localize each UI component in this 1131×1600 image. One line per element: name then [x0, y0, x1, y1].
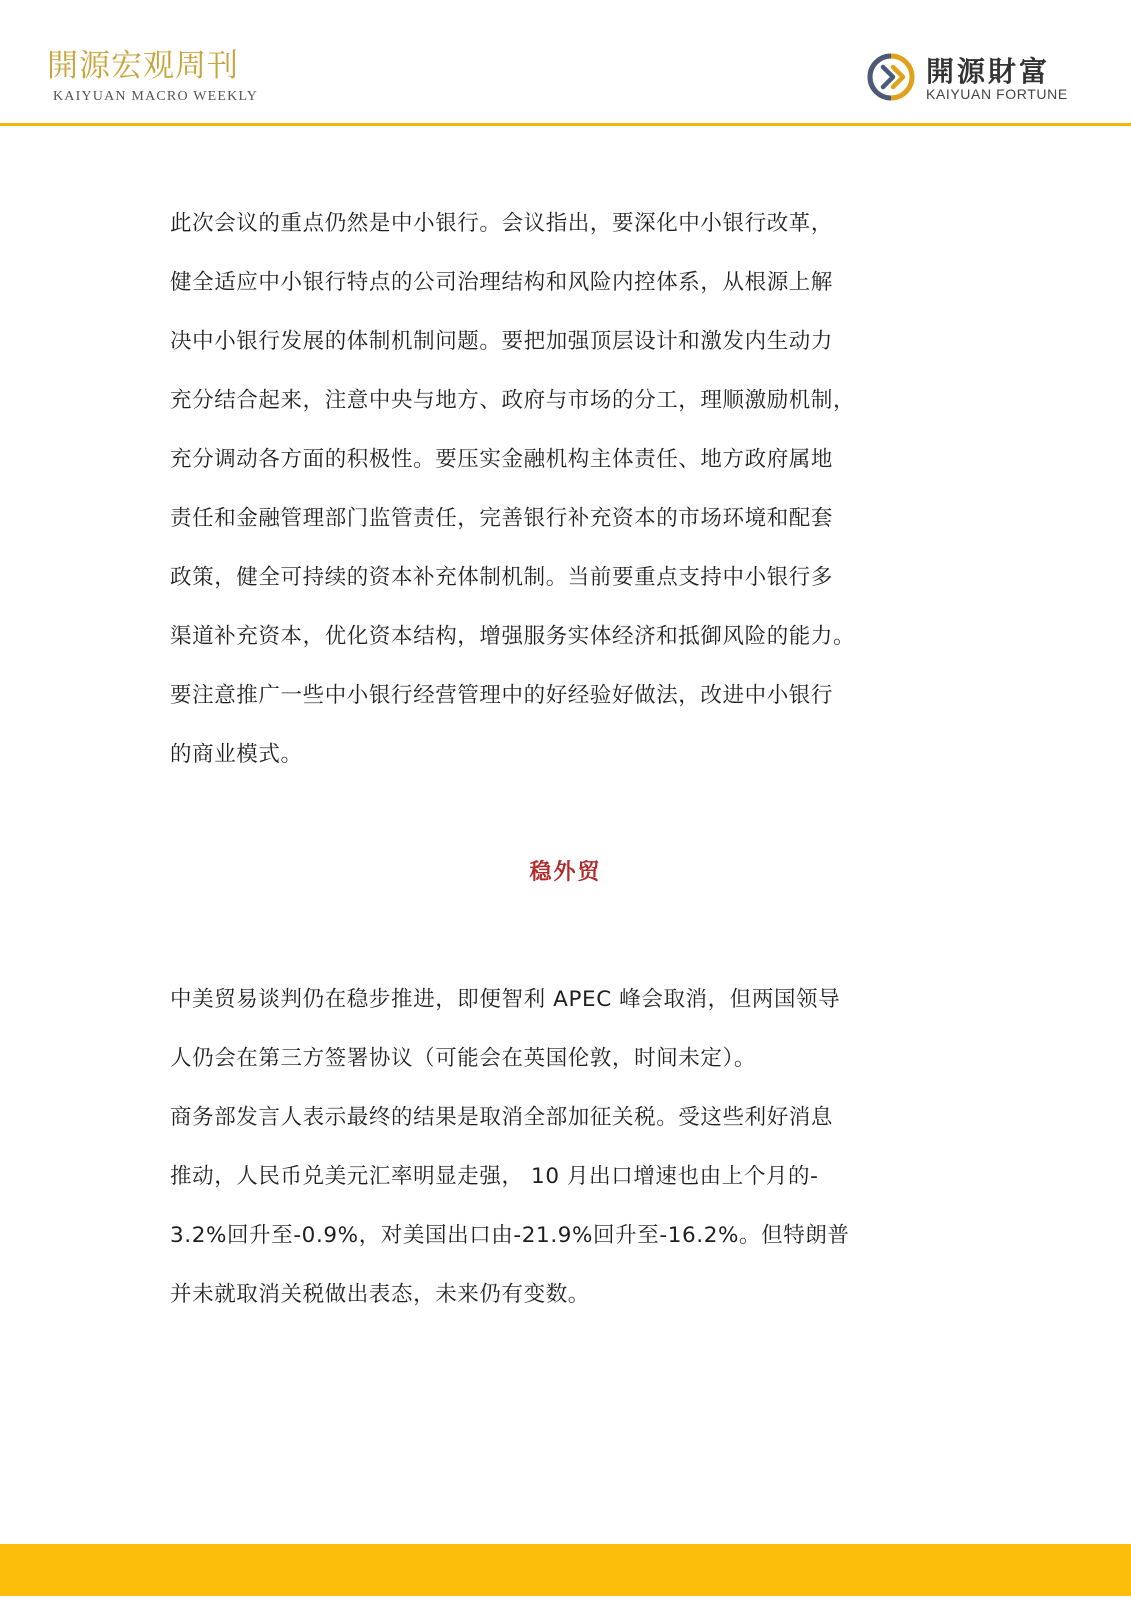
paragraph-line: 此次会议的重点仍然是中小银行。会议指出，要深化中小银行改革，: [170, 211, 834, 236]
publication-subtitle: KAIYUAN MACRO WEEKLY: [53, 89, 259, 104]
paragraph-line: 健全适应中小银行特点的公司治理结构和风险内控体系，从根源上解: [170, 270, 834, 295]
paragraph-line: 商务部发言人表示最终的结果是取消全部加征关税。受这些利好消息: [170, 1105, 834, 1130]
paragraph-banking-reform: [170, 204, 960, 794]
paragraph-line: 责任和金融管理部门监管责任，完善银行补充资本的市场环境和配套: [170, 506, 834, 531]
kaiyuan-logo-icon: [866, 52, 916, 102]
page-header: [0, 0, 1131, 127]
paragraph-line: 充分结合起来，注意中央与地方、政府与市场的分工，理顺激励机制，: [170, 388, 856, 413]
paragraph-line: 3.2%回升至-0.9%，对美国出口由-21.9%回升至-16.2%。但特朗普: [170, 1223, 850, 1248]
paragraph-line: 政策，健全可持续的资本补充体制机制。当前要重点支持中小银行多: [170, 565, 834, 590]
brand-name: 開源財富: [926, 55, 1051, 88]
paragraph-line: 要注意推广一些中小银行经营管理中的好经验好做法，改进中小银行: [170, 683, 834, 708]
brand-logo: [866, 50, 1086, 108]
section-heading: 稳外贸: [529, 860, 602, 885]
publication-title: 開源宏观周刊: [47, 48, 239, 84]
paragraph-line: 渠道补充资本，优化资本结构，增强服务实体经济和抵御风险的能力。: [170, 624, 856, 649]
paragraph-line: 人仍会在第三方签署协议（可能会在英国伦敦，时间未定）。: [170, 1046, 756, 1071]
header-divider: [0, 123, 1131, 126]
brand-name-en: KAIYUAN FORTUNE: [926, 86, 1068, 102]
paragraph-line: 的商业模式。: [170, 742, 303, 767]
paragraph-foreign-trade: [170, 980, 960, 1334]
paragraph-line: 中美贸易谈判仍在稳步推进，即便智利 APEC 峰会取消，但两国领导: [170, 987, 841, 1012]
paragraph-line: 并未就取消关税做出表态，未来仍有变数。: [170, 1282, 590, 1307]
footer-bar: [0, 1544, 1131, 1596]
paragraph-line: 充分调动各方面的积极性。要压实金融机构主体责任、地方政府属地: [170, 447, 834, 472]
paragraph-line: 决中小银行发展的体制机制问题。要把加强顶层设计和激发内生动力: [170, 329, 834, 354]
paragraph-line: 推动，人民币兑美元汇率明显走强， 10 月出口增速也由上个月的-: [170, 1164, 819, 1189]
